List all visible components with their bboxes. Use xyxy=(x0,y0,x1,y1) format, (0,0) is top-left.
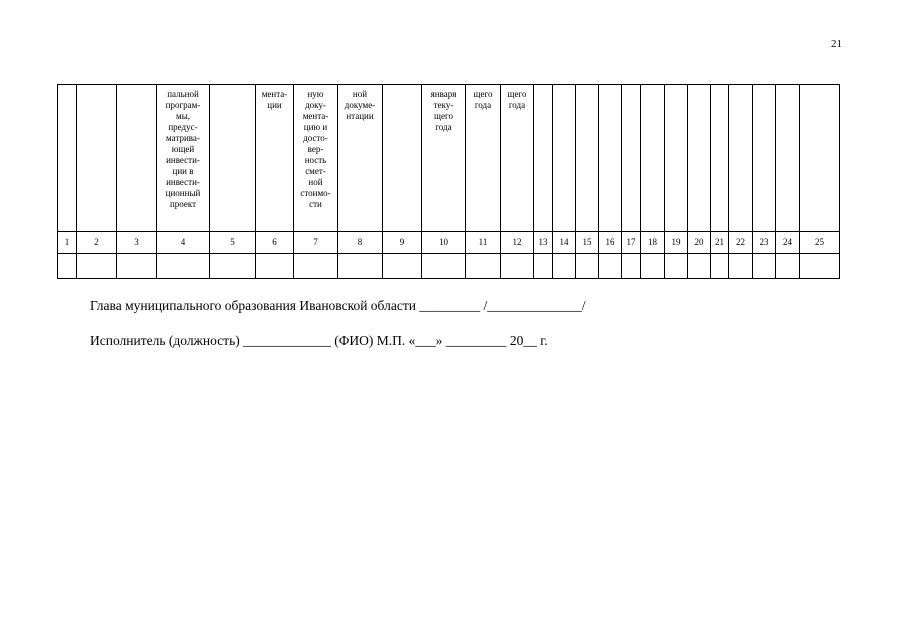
header-cell xyxy=(641,85,665,232)
empty-cell[interactable] xyxy=(622,254,641,279)
header-cell xyxy=(117,85,157,232)
head-signature-line: Глава муниципального образования Ивановской области _________ /______________/ xyxy=(90,298,586,313)
column-number-cell: 6 xyxy=(256,232,294,254)
header-cell-text xyxy=(641,85,664,89)
header-cell-text xyxy=(776,85,799,89)
column-number-cell: 22 xyxy=(729,232,753,254)
column-number-cell: 25 xyxy=(800,232,840,254)
empty-cell[interactable] xyxy=(501,254,534,279)
column-number-cell: 19 xyxy=(665,232,688,254)
header-cell-text xyxy=(117,85,156,89)
header-cell xyxy=(422,85,466,232)
empty-cell[interactable] xyxy=(77,254,117,279)
header-cell-text: щего года xyxy=(473,89,493,110)
empty-cell[interactable] xyxy=(665,254,688,279)
empty-cell[interactable] xyxy=(256,254,294,279)
header-cell-text xyxy=(576,85,598,89)
executor-signature-line: Исполнитель (должность) _____________ (ФИО) М.П. «___» _________ 20__ г. xyxy=(90,333,548,348)
header-cell-text xyxy=(383,85,421,89)
empty-cell[interactable] xyxy=(466,254,501,279)
empty-cell[interactable] xyxy=(338,254,383,279)
column-number-cell: 15 xyxy=(576,232,599,254)
data-table xyxy=(57,84,840,279)
column-number-cell: 2 xyxy=(77,232,117,254)
table-empty-row xyxy=(58,254,840,279)
column-number-cell: 10 xyxy=(422,232,466,254)
empty-cell[interactable] xyxy=(800,254,840,279)
header-cell xyxy=(58,85,77,232)
empty-cell[interactable] xyxy=(157,254,210,279)
header-cell xyxy=(729,85,753,232)
column-number-cell: 11 xyxy=(466,232,501,254)
column-number-cell: 16 xyxy=(599,232,622,254)
column-number-cell: 23 xyxy=(753,232,776,254)
empty-cell[interactable] xyxy=(422,254,466,279)
header-cell-text: ной докуме- нтации xyxy=(344,89,376,121)
header-cell-text: января теку- щего года xyxy=(430,89,457,132)
header-cell xyxy=(501,85,534,232)
header-cell xyxy=(466,85,501,232)
header-cell-text xyxy=(753,85,775,89)
column-number-cell: 13 xyxy=(534,232,553,254)
empty-cell[interactable] xyxy=(553,254,576,279)
column-number-cell: 17 xyxy=(622,232,641,254)
header-cell-text xyxy=(622,85,640,89)
empty-cell[interactable] xyxy=(688,254,711,279)
header-cell-text xyxy=(800,85,839,89)
header-cell xyxy=(776,85,800,232)
column-number-cell: 7 xyxy=(294,232,338,254)
header-cell-text xyxy=(553,85,575,89)
column-number-cell: 14 xyxy=(553,232,576,254)
column-number-cell: 1 xyxy=(58,232,77,254)
empty-cell[interactable] xyxy=(117,254,157,279)
empty-cell[interactable] xyxy=(641,254,665,279)
header-cell-text xyxy=(711,85,728,89)
header-cell xyxy=(753,85,776,232)
empty-cell[interactable] xyxy=(576,254,599,279)
header-cell-text xyxy=(688,85,710,89)
header-cell-text xyxy=(599,85,621,89)
header-cell xyxy=(338,85,383,232)
empty-cell[interactable] xyxy=(776,254,800,279)
header-cell xyxy=(256,85,294,232)
header-cell xyxy=(553,85,576,232)
header-cell-text: щего года xyxy=(507,89,527,110)
header-cell xyxy=(77,85,117,232)
header-cell xyxy=(622,85,641,232)
column-number-cell: 18 xyxy=(641,232,665,254)
header-cell xyxy=(599,85,622,232)
column-number-cell: 8 xyxy=(338,232,383,254)
column-number-cell: 24 xyxy=(776,232,800,254)
table-header-row xyxy=(58,85,840,232)
header-cell xyxy=(157,85,210,232)
empty-cell[interactable] xyxy=(58,254,77,279)
empty-cell[interactable] xyxy=(711,254,729,279)
header-cell xyxy=(576,85,599,232)
column-number-cell: 21 xyxy=(711,232,729,254)
header-cell xyxy=(711,85,729,232)
empty-cell[interactable] xyxy=(729,254,753,279)
header-cell xyxy=(534,85,553,232)
header-cell xyxy=(383,85,422,232)
header-cell-text: пальной програм- мы, предус- матрива- ющей инвести- ции в инвести- ционный проект xyxy=(165,89,201,209)
empty-cell[interactable] xyxy=(753,254,776,279)
empty-cell[interactable] xyxy=(599,254,622,279)
header-cell xyxy=(294,85,338,232)
header-cell-text xyxy=(210,85,255,89)
table-column-number-row xyxy=(58,232,840,254)
column-number-cell: 5 xyxy=(210,232,256,254)
header-cell xyxy=(210,85,256,232)
column-number-cell: 4 xyxy=(157,232,210,254)
empty-cell[interactable] xyxy=(294,254,338,279)
column-number-cell: 3 xyxy=(117,232,157,254)
header-cell xyxy=(688,85,711,232)
header-cell-text xyxy=(729,85,752,89)
empty-cell[interactable] xyxy=(210,254,256,279)
column-number-cell: 20 xyxy=(688,232,711,254)
header-cell-text xyxy=(665,85,687,89)
header-cell-text xyxy=(534,85,552,89)
empty-cell[interactable] xyxy=(383,254,422,279)
page-number: 21 xyxy=(831,38,842,50)
header-cell-text: мента- ции xyxy=(261,89,288,110)
header-cell xyxy=(665,85,688,232)
header-cell-text xyxy=(58,85,76,89)
header-cell xyxy=(800,85,840,232)
empty-cell[interactable] xyxy=(534,254,553,279)
header-cell-text xyxy=(77,85,116,89)
column-number-cell: 12 xyxy=(501,232,534,254)
column-number-cell: 9 xyxy=(383,232,422,254)
header-cell-text: ную доку- мента- цию и досто- вер- ность смет- ной стоимо- сти xyxy=(300,89,331,209)
